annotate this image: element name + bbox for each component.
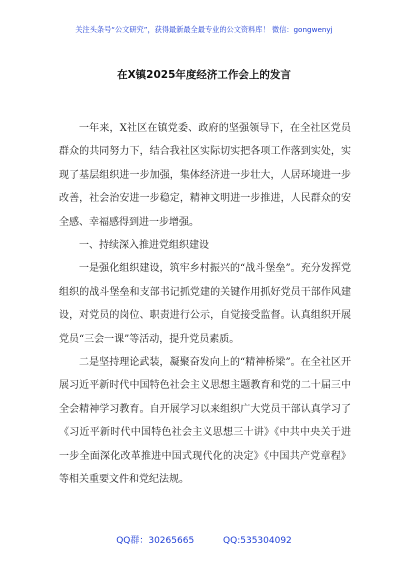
intro-paragraph: 一年来，X社区在镇党委、政府的坚强领导下，在全社区党员群众的共同努力下，结合我社区实际切实把各项工作落到实处，实现了基层组织进一步加强，集体经济进一步壮大，人居环境进一步改善，社会治安进一步稳定，精神文明进一步推进，人民群众的安全感、幸福感得到进一步增强。 <box>59 123 351 228</box>
promo-banner: 关注头条号“公文研究”，获得最新最全最专业的公文资料库！ 微信：gongwenyj <box>75 25 333 34</box>
section-heading: 一、持续深入推进党组织建设 <box>79 240 209 252</box>
qq-contact-number: QQ:535304092 <box>223 536 292 546</box>
document-title: 在X镇2025年度经济工作会上的发言 <box>117 69 291 81</box>
body-paragraph-theory: 二是坚持理论武装，凝聚奋发向上的“精神桥梁”。在全社区开展习近平新时代中国特色社会主义思想主题教育和党的二十届三中全会精神学习教育。自开展学习以来组织广大党员干部认真学习了《习近平新时代中国特色社会主义思想三十讲》《中共中央关于进一步全面深化改革推进中国式现代化的决定》《中国共产党章程》等相关重要文件和党纪法规。 <box>59 357 351 486</box>
page-footer <box>0 533 408 546</box>
body-paragraph-organization: 一是强化组织建设，筑牢乡村振兴的“战斗堡垒”。充分发挥党组织的战斗堡垒和支部书记抓党建的关键作用抓好党员干部作风建设，对党员的岗位、职责进行公示，自觉接受监督。认真组织开展党员“三会一课”等活动，提升党员素质。 <box>59 263 351 345</box>
document-body <box>59 117 351 492</box>
qq-group-number: QQ群：30265665 <box>116 536 195 546</box>
